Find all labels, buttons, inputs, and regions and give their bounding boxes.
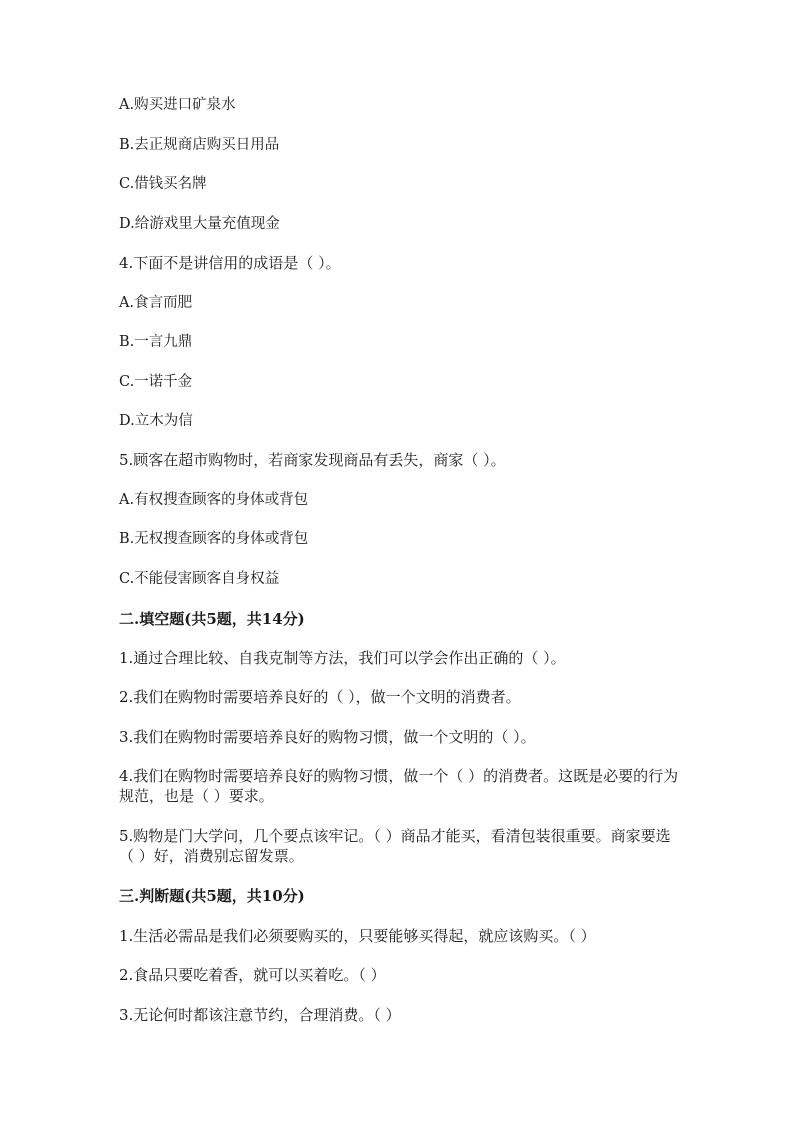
section2-heading: 二.填空题(共5题，共14分) <box>119 610 305 628</box>
q4-option-d: D.立木为信 <box>119 413 193 429</box>
judge-item-2: 2.食品只要吃着香，就可以买着吃。（ ） <box>119 966 386 984</box>
q4-option-c: C.一诺千金 <box>119 374 193 390</box>
q5-option-b: B.无权搜查顾客的身体或背包 <box>119 531 309 547</box>
q3-option-c: C.借钱买名牌 <box>119 176 207 192</box>
fill-item-3: 3.我们在购物时需要培养良好的购物习惯，做一个文明的（ ）。 <box>119 728 536 746</box>
q3-option-d: D.给游戏里大量充值现金 <box>119 216 280 232</box>
q5-option-a: A.有权搜查顾客的身体或背包 <box>119 492 309 508</box>
fill-item-4: 4.我们在购物时需要培养良好的购物习惯，做一个（ ）的消费者。这既是必要的行为规范，也是（ ）要求。 <box>119 767 679 805</box>
q3-option-b: B.去正规商店购买日用品 <box>119 137 280 153</box>
judge-item-1: 1.生活必需品是我们必须要购买的，只要能够买得起，就应该购买。（ ） <box>119 927 596 945</box>
fill-item-2: 2.我们在购物时需要培养良好的（ ），做一个文明的消费者。 <box>119 688 521 706</box>
fill-item-5: 5.购物是门大学问，几个要点该牢记。（ ）商品才能买，看清包装很重要。商家要选（ ）好，消费别忘留发票。 <box>119 827 671 865</box>
q4-stem: 4.下面不是讲信用的成语是（ ）。 <box>119 254 341 272</box>
fill-item-1: 1.通过合理比较、自我克制等方法，我们可以学会作出正确的（ ）。 <box>119 649 566 667</box>
q3-option-a: A.购买进口矿泉水 <box>119 97 236 113</box>
section3-heading: 三.判断题(共5题，共10分) <box>119 887 305 905</box>
q5-stem: 5.顾客在超市购物时，若商家发现商品有丢失，商家（ ）。 <box>119 451 506 469</box>
q4-option-a: A.食言而肥 <box>119 295 193 311</box>
q4-option-b: B.一言九鼎 <box>119 334 193 350</box>
q5-option-c: C.不能侵害顾客自身权益 <box>119 571 280 587</box>
judge-item-3: 3.无论何时都该注意节约，合理消费。（ ） <box>119 1006 401 1024</box>
